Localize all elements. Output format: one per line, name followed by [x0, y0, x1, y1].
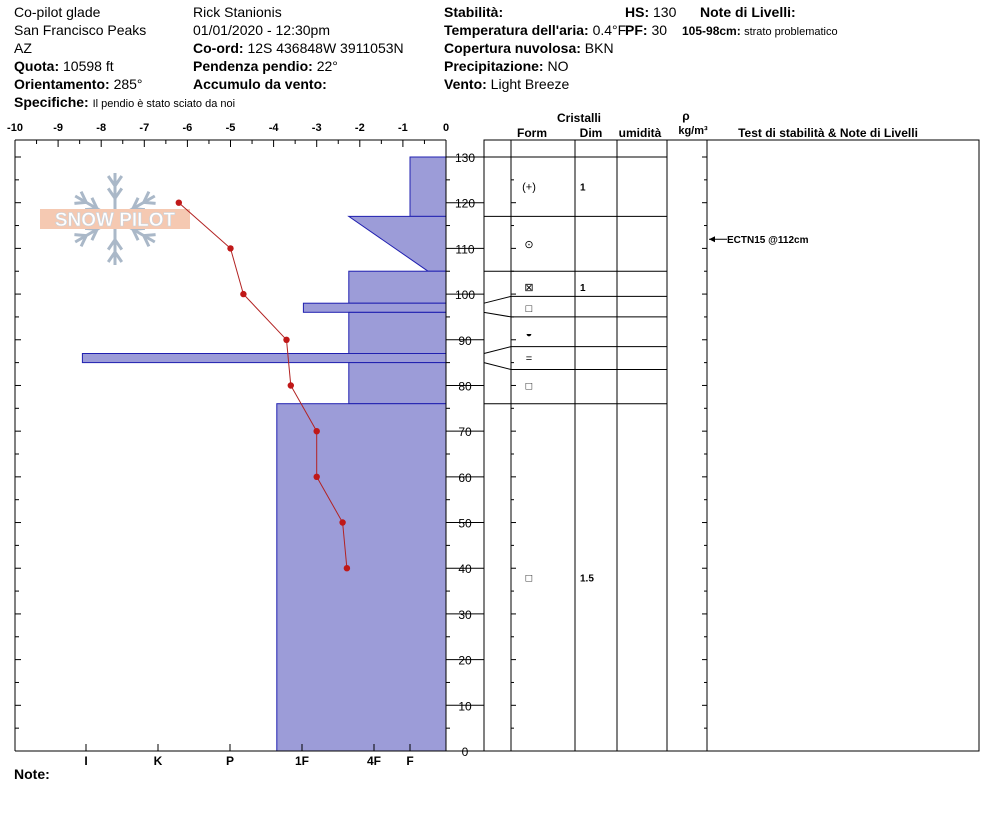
location-name: Co-pilot glade: [14, 4, 101, 20]
hardness-layer: [349, 312, 446, 353]
height-tick-label: 30: [458, 607, 472, 622]
height-tick-label: 20: [458, 653, 472, 668]
stability-arrowhead: [709, 236, 715, 242]
height-tick-label: 40: [458, 562, 472, 577]
rho-header: ρ: [682, 109, 690, 123]
slope-value: 22°: [316, 58, 338, 74]
density-unit-header: kg/m³: [678, 125, 708, 137]
temperature-point: [339, 519, 345, 525]
temperature-tick-label: -9: [53, 122, 63, 134]
temperature-tick-label: -8: [96, 122, 107, 134]
crystals-header: Cristalli: [556, 111, 602, 125]
range-name: San Francisco Peaks: [14, 22, 147, 38]
temperature-tick-label: -7: [139, 122, 150, 134]
dim-header: Dim: [579, 126, 603, 140]
layer-note-text: strato problematico: [744, 26, 838, 38]
specifics-label: Specifiche:: [14, 94, 89, 110]
height-tick-label: 100: [454, 288, 476, 303]
hardness-layer: [303, 303, 446, 312]
height-tick-label: 10: [458, 699, 472, 714]
height-tick-label: 80: [458, 379, 472, 394]
hardness-layer: [277, 404, 446, 751]
height-tick-label: 60: [458, 470, 472, 485]
precip-label: Precipitazione:: [444, 58, 544, 74]
cloud-value: BKN: [584, 40, 614, 56]
temperature-point: [288, 382, 294, 388]
crystal-form-symbol: ⊙: [524, 238, 534, 251]
hs-label: HS:: [625, 4, 650, 20]
temperature-tick-label: -3: [311, 122, 322, 134]
crystal-dim-value: 1: [580, 283, 586, 295]
crystal-form-symbol: ⊠: [524, 282, 534, 295]
temperature-point: [240, 291, 246, 297]
height-tick-label: 120: [454, 196, 476, 211]
hardness-layers: [82, 157, 446, 751]
snowflake-branch: [144, 202, 156, 203]
temperature-point: [344, 565, 350, 571]
slope-label: Pendenza pendio:: [193, 58, 313, 74]
state-name: AZ: [14, 40, 32, 56]
pf-label: PF:: [625, 22, 648, 38]
hs-value: 130: [653, 4, 677, 20]
temperature-tick-label: 0: [442, 122, 450, 134]
temperature-tick-label: -1: [398, 122, 408, 134]
coord-value: 12S 436848W 3911053N: [247, 40, 404, 56]
crystal-form-symbol: □: [525, 302, 533, 315]
stability-notes-header: Test di stabilità & Note di Livelli: [738, 126, 918, 140]
temperature-point: [314, 474, 320, 480]
pf-value: 30: [651, 22, 668, 38]
stability-test-result: ECTN15 @112cm: [727, 235, 809, 247]
crystal-form-symbol: (+): [522, 181, 536, 194]
elevation-label: Quota:: [14, 58, 60, 74]
height-tick-label: 50: [458, 516, 472, 531]
table-border: [484, 140, 979, 751]
watermark-text: SNOW PILOT: [54, 210, 176, 231]
crystal-dim-value: 1: [580, 182, 586, 194]
temperature-tick-label: -10: [7, 122, 23, 134]
layer-note-depth: 105-98cm:: [682, 24, 741, 38]
aspect-label: Orientamento:: [14, 76, 110, 92]
hardness-tick-label: 1F: [294, 754, 310, 768]
humidity-header: umidità: [618, 126, 662, 140]
hardness-tick-label: 4F: [366, 754, 382, 768]
hardness-layer: [410, 157, 446, 216]
snowflake-branch: [74, 202, 86, 203]
crystal-form-symbol: □: [525, 380, 533, 393]
temperature-point: [283, 337, 289, 343]
temperature-tick-label: -4: [268, 122, 279, 134]
wind-label: Vento:: [444, 76, 487, 92]
snowflake-branch: [144, 235, 156, 236]
specifics-value: Il pendio è stato sciato da noi: [92, 98, 236, 110]
temperature-point: [314, 428, 320, 434]
observation-datetime: 01/01/2020 - 12:30pm: [193, 22, 330, 38]
layer-table: [484, 140, 979, 751]
cloud-label: Copertura nuvolosa:: [444, 40, 581, 56]
notes-label: Note:: [14, 766, 50, 782]
hardness-layer: [349, 271, 446, 303]
crystal-form-symbol: ◒: [525, 327, 533, 340]
precip-value: NO: [547, 58, 569, 74]
snowflake-branch: [74, 235, 86, 236]
hardness-layer: [82, 354, 446, 363]
height-tick-label: 0: [461, 745, 469, 759]
height-tick-label: 110: [455, 242, 475, 257]
temperature-tick-label: -5: [225, 122, 236, 134]
snowpilot-watermark: [40, 173, 190, 265]
elevation-value: 10598 ft: [63, 58, 114, 74]
table-headers: [517, 109, 918, 140]
height-tick-label: 90: [458, 333, 472, 348]
hardness-layer: [349, 363, 446, 404]
temperature-tick-label: -6: [182, 122, 193, 134]
hardness-layer: [349, 216, 446, 271]
stability-label: Stabilità:: [444, 4, 504, 20]
hardness-tick-label: K: [153, 754, 163, 768]
coord-label: Co-ord:: [193, 40, 244, 56]
layer-notes-label: Note di Livelli:: [700, 4, 796, 20]
height-tick-label: 70: [458, 425, 472, 440]
air-temp-label: Temperatura dell'aria:: [444, 22, 589, 38]
observer-name: Rick Stanionis: [193, 4, 282, 20]
form-header: Form: [517, 126, 547, 140]
hardness-tick-label: F: [406, 754, 414, 768]
wind-value: Light Breeze: [490, 76, 570, 92]
wind-loading-label: Accumulo da vento:: [193, 76, 327, 92]
crystal-dim-value: 1.5: [580, 573, 594, 585]
height-tick-label: 130: [454, 151, 476, 165]
air-temp-value: 0.4°F: [592, 22, 627, 38]
temperature-point: [227, 245, 233, 251]
hardness-tick-label: P: [225, 754, 235, 768]
crystal-form-symbol: □: [525, 572, 533, 585]
crystal-form-symbol: =: [525, 353, 533, 365]
temperature-tick-label: -2: [354, 122, 365, 134]
temperature-point: [176, 200, 182, 206]
hardness-tick-label: I: [84, 754, 88, 768]
aspect-value: 285°: [113, 76, 143, 92]
